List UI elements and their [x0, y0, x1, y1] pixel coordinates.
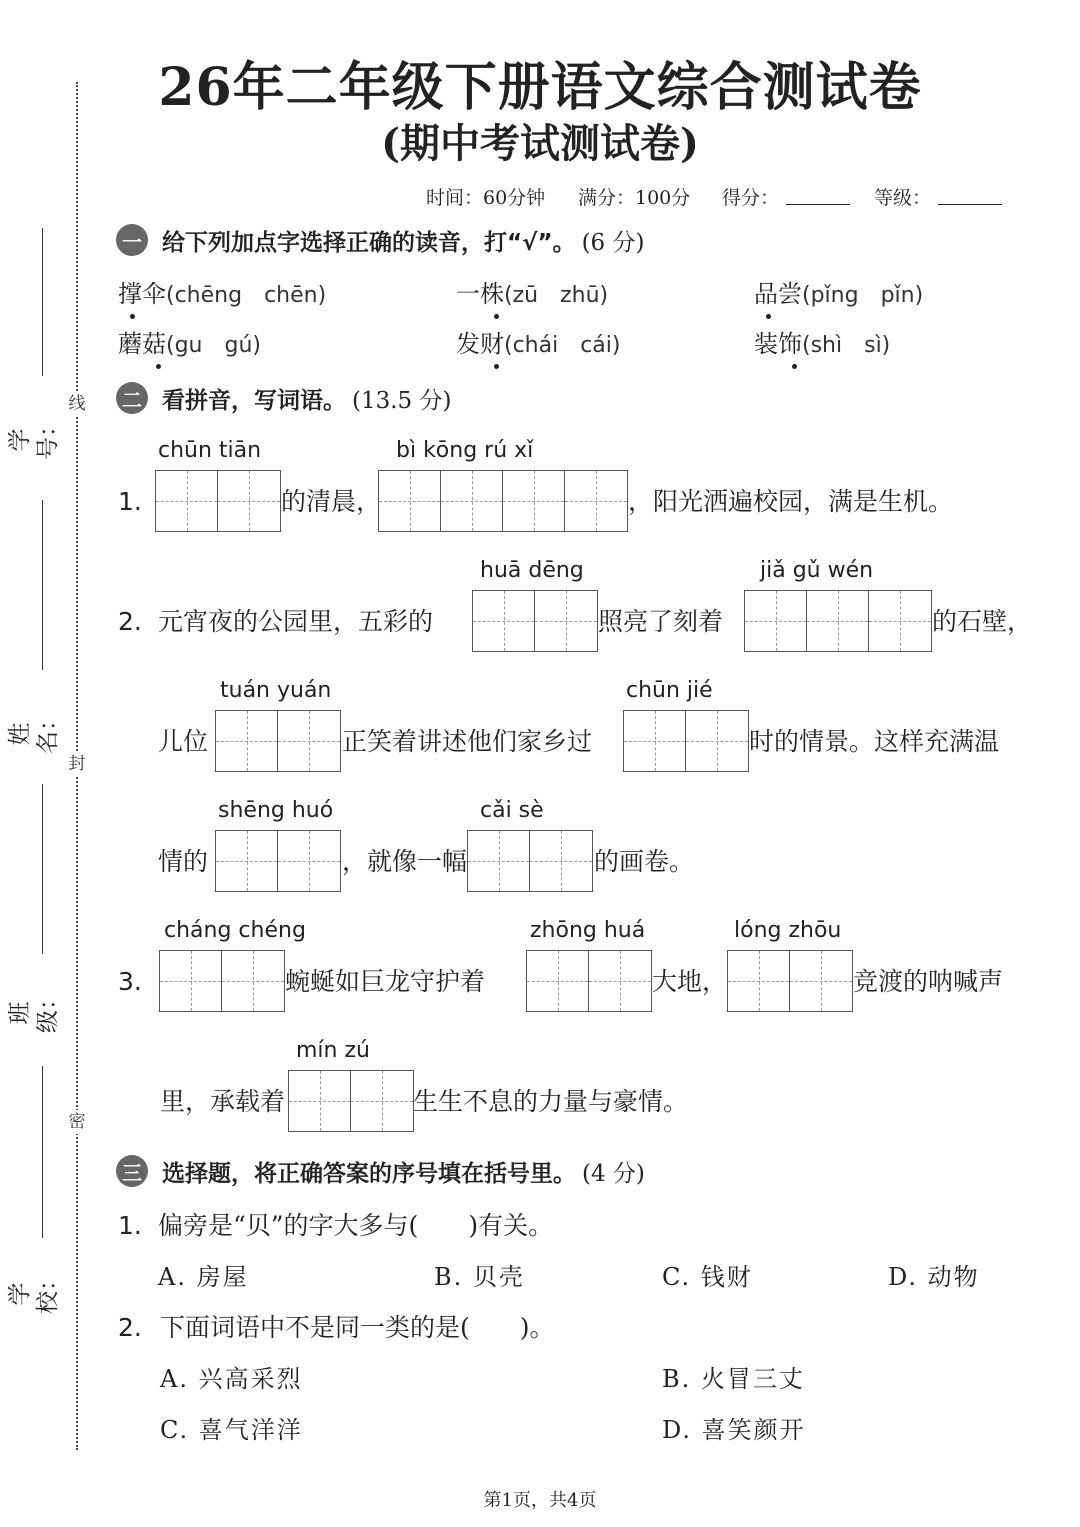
s1-item-4-pinyin: (gu gú): [166, 333, 261, 358]
s2-q1-number: 1.: [118, 487, 142, 516]
emphasis-dot: [766, 314, 771, 319]
class-line: [42, 784, 43, 954]
s2-q2-text-2: 照亮了刻着: [598, 607, 724, 636]
s2-q2-text-4: 儿位: [158, 727, 209, 756]
student-id-line: [42, 228, 43, 376]
name-label: 姓名：: [7, 708, 61, 754]
emphasis-dot: [156, 364, 161, 369]
s1-item-6[interactable]: [754, 329, 890, 361]
s2-q2-text-1: 元宵夜的公园里，五彩的: [158, 607, 434, 636]
s1-item-4[interactable]: [118, 329, 261, 361]
s1-item-5-word: 发财: [456, 330, 504, 358]
s1-item-6-word: 装饰: [754, 330, 802, 358]
s3-q1-option-c[interactable]: C. 钱财: [662, 1263, 753, 1291]
s2-q3-text-4: 里，承载着: [160, 1087, 286, 1116]
s3-q2-text: 下面词语中不是同一类的是( )。: [160, 1313, 555, 1342]
s2-q2-text-6: 时的情景。这样充满温: [749, 727, 1000, 756]
s2-q1-text-1: 的清晨，: [281, 487, 382, 516]
s2-q3-number: 3.: [118, 967, 142, 996]
section-3-points: (4 分): [582, 1160, 645, 1187]
s2-q3-text-3: 竞渡的呐喊声: [853, 967, 1004, 996]
s1-item-4-word: 蘑菇: [118, 330, 166, 358]
s2-q2-text-7: 情的: [158, 847, 209, 876]
s2-q1-text-2: ，阳光洒遍校园，满是生机。: [628, 487, 954, 516]
s2-q2-write-box-4[interactable]: [623, 710, 749, 772]
grade-blank[interactable]: [938, 204, 1002, 205]
s2-q1-pinyin-2: bì kōng rú xǐ: [396, 438, 534, 463]
s2-q1-write-box-1[interactable]: [155, 470, 281, 532]
s3-q2-option-b[interactable]: B. 火冒三丈: [662, 1365, 805, 1393]
section-1-title: 给下列加点字选择正确的读音，打“√”。: [162, 229, 576, 256]
s2-q3-pinyin-2: zhōng huá: [530, 918, 646, 943]
binding-char-xian: 线: [68, 394, 86, 414]
s2-q3-text-2: 大地，: [652, 967, 728, 996]
s1-item-3[interactable]: [754, 279, 923, 311]
emphasis-dot: [494, 364, 499, 369]
page-title: 26年二年级下册语文综合测试卷: [158, 57, 922, 118]
s2-q2-text-9: 的画卷。: [594, 847, 695, 876]
s2-q3-text-1: 蜿蜒如巨龙守护着: [285, 967, 486, 996]
s2-q3-write-box-3[interactable]: [727, 950, 853, 1012]
section-1-number: 一: [116, 224, 148, 256]
page-footer: 第1页，共4页: [483, 1490, 597, 1511]
s2-q2-write-box-1[interactable]: [472, 590, 598, 652]
score-label: 得分：: [722, 187, 780, 209]
s2-q3-write-box-4[interactable]: [288, 1070, 414, 1132]
section-1-header: [116, 222, 644, 258]
binding-char-feng: 封: [68, 754, 86, 774]
s1-item-2[interactable]: [456, 279, 608, 311]
page-subtitle: (期中考试测试卷): [381, 120, 699, 167]
s1-item-3-pinyin: (pǐng pǐn): [802, 283, 924, 308]
s3-q1-option-a[interactable]: A. 房屋: [158, 1263, 249, 1291]
s1-item-2-pinyin: (zū zhū): [504, 283, 609, 308]
emphasis-dot: [494, 314, 499, 319]
exam-full-score: 满分：100分: [578, 187, 691, 209]
s2-q2-pinyin-3: tuán yuán: [220, 678, 332, 703]
section-2-number: 二: [116, 382, 148, 414]
s2-q1-pinyin-1: chūn tiān: [158, 438, 262, 463]
s1-item-1-word: 撑伞: [118, 280, 166, 308]
s2-q2-pinyin-2: jiǎ gǔ wén: [760, 558, 874, 583]
s1-item-1[interactable]: [118, 279, 326, 311]
s2-q2-write-box-5[interactable]: [215, 830, 341, 892]
s1-item-5-pinyin: (chái cái): [504, 333, 621, 358]
s3-q2-option-a[interactable]: A. 兴高采烈: [160, 1365, 303, 1393]
s2-q1-write-box-2[interactable]: [378, 470, 628, 532]
s2-q2-write-box-3[interactable]: [215, 710, 341, 772]
s3-q1-number: 1.: [118, 1211, 142, 1240]
s2-q2-text-8: ，就像一幅: [342, 847, 468, 876]
s2-q3-write-box-1[interactable]: [159, 950, 285, 1012]
s2-q3-text-5: 生生不息的力量与豪情。: [413, 1087, 689, 1116]
s2-q3-pinyin-3: lóng zhōu: [734, 918, 842, 943]
s2-q2-pinyin-4: chūn jié: [626, 678, 713, 703]
class-label: 班级：: [7, 987, 61, 1033]
section-3-title: 选择题，将正确答案的序号填在括号里。: [162, 1160, 576, 1187]
exam-time: 时间：60分钟: [426, 187, 546, 209]
s2-q2-number: 2.: [118, 607, 142, 636]
score-blank[interactable]: [786, 204, 850, 205]
grade-label: 等级：: [874, 187, 932, 209]
binding-char-mi: 密: [68, 1112, 86, 1132]
s1-item-1-pinyin: (chēng chēn): [166, 283, 327, 308]
emphasis-dot: [792, 364, 797, 369]
s1-item-5[interactable]: [456, 329, 621, 361]
s2-q3-pinyin-4: mín zú: [296, 1038, 370, 1063]
s3-q2-number: 2.: [118, 1313, 142, 1342]
s3-q1-text: 偏旁是“贝”的字大多与( )有关。: [158, 1211, 554, 1240]
section-3-header: [116, 1153, 645, 1189]
s2-q2-write-box-6[interactable]: [467, 830, 593, 892]
s3-q1-option-d[interactable]: D. 动物: [888, 1263, 980, 1291]
s1-item-3-word: 品尝: [754, 280, 802, 308]
name-line: [42, 500, 43, 670]
s2-q2-pinyin-5: shēng huó: [218, 798, 334, 823]
s2-q2-text-5: 正笑着讲述他们家乡过: [342, 727, 593, 756]
school-label: 学校：: [7, 1268, 61, 1314]
s2-q2-text-3: 的石壁，: [932, 607, 1033, 636]
school-line: [42, 1066, 43, 1238]
student-id-label: 学号：: [7, 414, 61, 460]
section-2-header: [116, 380, 451, 416]
s2-q3-write-box-2[interactable]: [526, 950, 652, 1012]
section-2-title: 看拼音，写词语。: [162, 387, 346, 414]
s1-item-2-word: 一株: [456, 280, 504, 308]
s2-q2-pinyin-6: cǎi sè: [480, 798, 544, 823]
s2-q2-write-box-2[interactable]: [744, 590, 932, 652]
s3-q2-option-d[interactable]: D. 喜笑颜开: [662, 1416, 806, 1444]
s3-q2-option-c[interactable]: C. 喜气洋洋: [160, 1416, 303, 1444]
section-3-number: 三: [116, 1155, 148, 1187]
emphasis-dot: [130, 314, 135, 319]
s1-item-6-pinyin: (shì sì): [802, 333, 891, 358]
section-2-points: (13.5 分): [352, 387, 452, 414]
s3-q1-option-b[interactable]: B. 贝壳: [434, 1263, 525, 1291]
section-1-points: (6 分): [581, 229, 645, 256]
s2-q3-pinyin-1: cháng chéng: [164, 918, 306, 943]
s2-q2-pinyin-1: huā dēng: [480, 558, 584, 583]
